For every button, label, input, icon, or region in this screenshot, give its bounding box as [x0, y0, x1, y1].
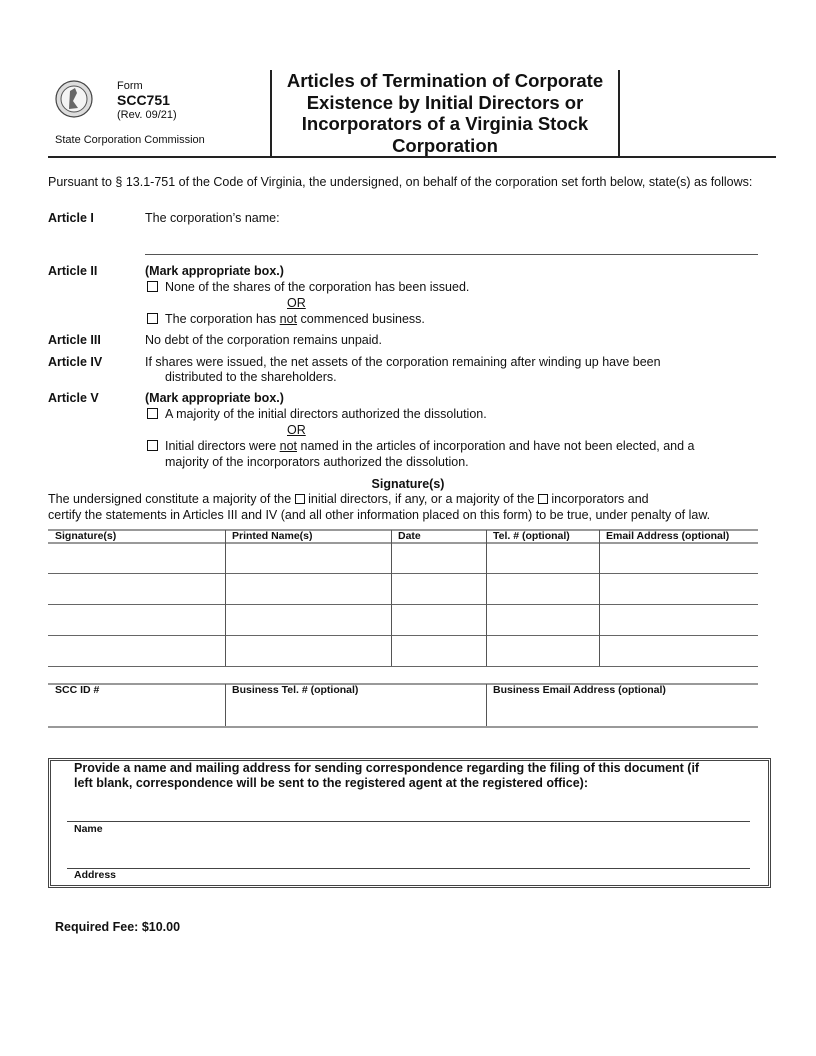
- incorporators-checkbox[interactable]: [538, 494, 548, 504]
- signature-cell[interactable]: [49, 636, 224, 665]
- corporation-name-field[interactable]: [145, 236, 758, 255]
- required-fee: Required Fee: $10.00: [55, 920, 181, 934]
- column-header: Email Address (optional): [606, 530, 730, 542]
- signature-cell[interactable]: [392, 574, 485, 603]
- signatures-heading: Signature(s): [371, 477, 445, 491]
- signature-cell[interactable]: [487, 605, 598, 634]
- article-i-text: The corporation’s name:: [145, 211, 280, 225]
- article-ii-label: Article II: [48, 264, 98, 278]
- article-ii-instruction: (Mark appropriate box.): [145, 264, 284, 278]
- signature-cell[interactable]: [600, 543, 757, 572]
- signature-cell[interactable]: [392, 636, 485, 665]
- article-i-label: Article I: [48, 211, 94, 225]
- signature-cell[interactable]: [226, 574, 390, 603]
- signature-cell[interactable]: [49, 543, 224, 572]
- signature-cell[interactable]: [487, 574, 598, 603]
- address-label: Address: [74, 869, 117, 881]
- signature-cell[interactable]: [392, 605, 485, 634]
- article-iv-label: Article IV: [48, 355, 103, 369]
- not-commenced-business-checkbox[interactable]: [147, 313, 158, 324]
- contact-column-header: SCC ID #: [55, 684, 100, 696]
- form-revision: (Rev. 09/21): [117, 109, 177, 121]
- article-iv-text-cont: distributed to the shareholders.: [165, 370, 337, 384]
- contact-column-header: Business Tel. # (optional): [232, 684, 359, 696]
- signature-cell[interactable]: [600, 605, 757, 634]
- column-header: Tel. # (optional): [493, 530, 570, 542]
- signatures-statement: The undersigned constitute a majority of the initial directors, if any, or a majority of the incorporators and: [48, 492, 649, 506]
- page-title: Articles of Termination of Corporate Existence by Initial Directors or Incorporators of a Virginia Stock Corporation: [286, 70, 604, 156]
- correspondence-address-field[interactable]: [67, 846, 750, 869]
- signature-cell[interactable]: [487, 543, 598, 572]
- contact-field[interactable]: [49, 698, 224, 724]
- intro-text: Pursuant to § 13.1-751 of the Code of Virginia, the undersigned, on behalf of the corporation set forth below, state(s) as follows:: [48, 175, 753, 189]
- contact-field[interactable]: [226, 698, 485, 724]
- article-iii-label: Article III: [48, 333, 101, 347]
- signature-cell[interactable]: [600, 636, 757, 665]
- correspondence-instructions-cont: left blank, correspondence will be sent to the registered agent at the registered office):: [74, 776, 589, 790]
- signature-cell[interactable]: [487, 636, 598, 665]
- contact-field[interactable]: [487, 698, 757, 724]
- no-shares-issued-label: None of the shares of the corporation has been issued.: [165, 280, 470, 294]
- correspondence-instructions: Provide a name and mailing address for sending correspondence regarding the filing of this document (if: [74, 761, 700, 775]
- signature-cell[interactable]: [600, 574, 757, 603]
- article-iii-text: No debt of the corporation remains unpaid.: [145, 333, 382, 347]
- header-rule: [48, 156, 776, 158]
- or-separator: OR: [287, 296, 306, 310]
- column-header: Signature(s): [55, 530, 117, 542]
- table-rule: [48, 666, 758, 667]
- name-label: Name: [74, 823, 103, 835]
- no-shares-issued-checkbox[interactable]: [147, 281, 158, 292]
- signature-cell[interactable]: [226, 636, 390, 665]
- initial-directors-checkbox[interactable]: [295, 494, 305, 504]
- incorporators-authorized-label-cont: majority of the incorporators authorized the dissolution.: [165, 455, 469, 469]
- table-rule: [48, 726, 758, 728]
- correspondence-name-field[interactable]: [67, 800, 750, 822]
- signatures-certification: certify the statements in Articles III and IV (and all other information placed on this form) to be true, under penalty of law.: [48, 508, 711, 522]
- form-label: Form: [117, 80, 143, 92]
- or-separator: OR: [287, 423, 306, 437]
- article-v-instruction: (Mark appropriate box.): [145, 391, 284, 405]
- column-header: Date: [398, 530, 421, 542]
- directors-authorized-label: A majority of the initial directors authorized the dissolution.: [165, 407, 487, 421]
- agency-name: State Corporation Commission: [55, 134, 205, 146]
- signature-cell[interactable]: [226, 605, 390, 634]
- signature-cell[interactable]: [49, 574, 224, 603]
- incorporators-authorized-label: Initial directors were not named in the articles of incorporation and have not been elected, and a: [165, 439, 695, 453]
- signature-cell[interactable]: [392, 543, 485, 572]
- state-seal-icon: [55, 79, 93, 119]
- article-iv-text: If shares were issued, the net assets of the corporation remaining after winding up have been: [145, 355, 661, 369]
- not-commenced-business-label: The corporation has not commenced business.: [165, 312, 425, 326]
- signature-cell[interactable]: [49, 605, 224, 634]
- article-v-label: Article V: [48, 391, 99, 405]
- incorporators-authorized-checkbox[interactable]: [147, 440, 158, 451]
- header-divider: [618, 70, 620, 157]
- signature-cell[interactable]: [226, 543, 390, 572]
- form-number: SCC751: [117, 92, 170, 108]
- column-header: Printed Name(s): [232, 530, 313, 542]
- directors-authorized-checkbox[interactable]: [147, 408, 158, 419]
- contact-column-header: Business Email Address (optional): [493, 684, 666, 696]
